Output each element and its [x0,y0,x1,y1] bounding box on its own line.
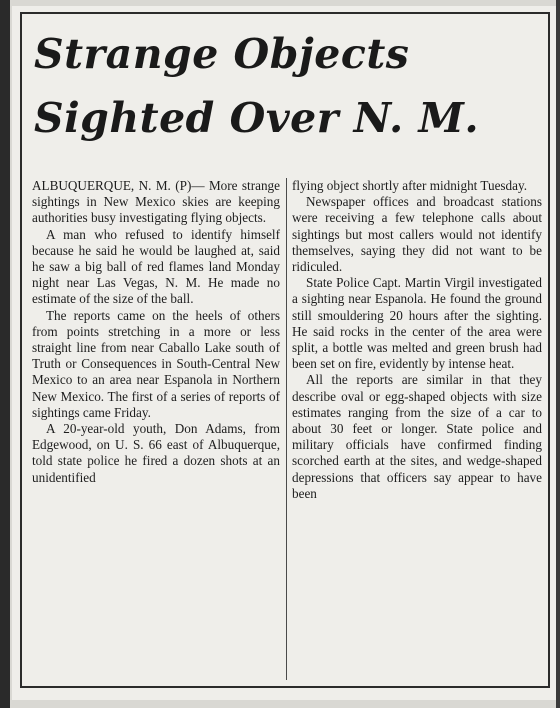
left-border-rule [20,12,22,688]
paragraph: ALBUQUERQUE, N. M. (P)— More strange sightings in New Mexico skies are keeping authorities busy investigating flying objects. [32,178,280,226]
article-column-left [32,178,280,486]
paragraph: A 20-year-old youth, Don Adams, from Edgewood, on U. S. 66 east of Albuquerque, told state police he fired a dozen shots at an unidentified [32,421,280,485]
column-divider [286,178,287,680]
paragraph: All the reports are similar in that they describe oval or egg-shaped objects with size estimates ranging from the size of a car to about 30 feet or longer. State police and military officials have confirmed finding scorched earth at the sites, and wedge-shaped depressions that officers say appear to have been [292,372,542,501]
bottom-border-rule [22,686,550,688]
scan-border-right [556,0,560,708]
paragraph: Newspaper offices and broadcast stations were receiving a few telephone calls about sightings but most callers would not identify themselves, saying they did not want to be ridiculed. [292,194,542,275]
paragraph: A man who refused to identify himself because he said he would be laughed at, said he saw a big ball of red flames land Monday night near Las Vegas, N. M. He made no estimate of the size of the ball. [32,226,280,307]
headline-line-2: Sighted Over N. M. [34,94,480,142]
headline [34,22,544,150]
paragraph: State Police Capt. Martin Virgil investigated a sighting near Espanola. He found the ground still smouldering 20 hours after the sighting. He said rocks in the center of the area were split, a bottle was melted and green brush had been set on fire, evidently by intense heat. [292,275,542,372]
article-column-right [292,178,542,502]
paragraph: The reports came on the heels of others from points stretching in a more or less straight line from near Caballo Lake south of Truth or Consequences in South-Central New Mexico to an area near Espanola in Northern New Mexico. The first of a series of reports of sightings came Friday. [32,307,280,420]
scan-border-left [0,0,10,708]
paragraph: flying object shortly after midnight Tuesday. [292,178,528,193]
headline-line-1: Strange Objects [34,30,410,78]
right-border-rule [548,12,550,688]
top-border-rule [22,12,550,14]
